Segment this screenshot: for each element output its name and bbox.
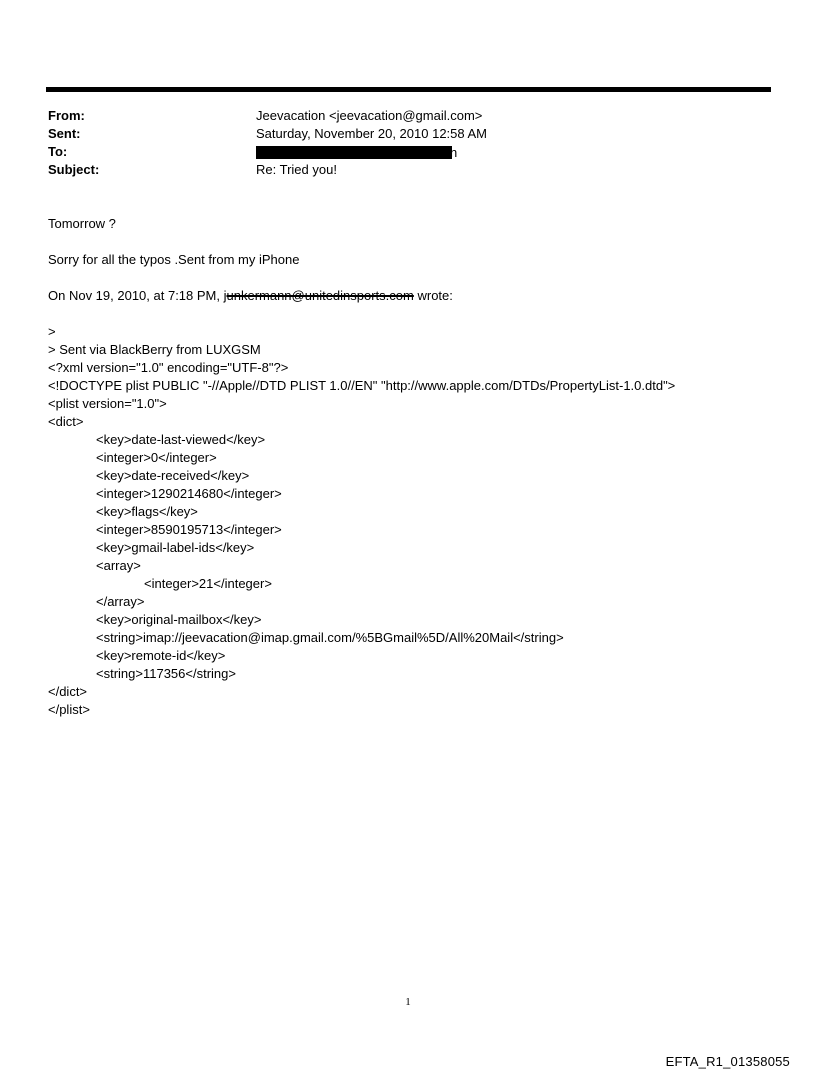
plist-line: <key>gmail-label-ids</key> [96, 540, 255, 555]
plist-xml-declaration: <?xml version="1.0" encoding="UTF-8"?> [48, 360, 289, 375]
plist-line: <array> [96, 558, 141, 573]
dict-close: </dict> [48, 684, 88, 699]
to-label: To: [48, 144, 68, 159]
quote-sent-via: > Sent via BlackBerry from LUXGSM [48, 342, 261, 357]
plist-line: <key>date-last-viewed</key> [96, 432, 266, 447]
plist-line: <string>117356</string> [96, 666, 236, 681]
quote-marker: > [48, 324, 56, 339]
from-value: Jeevacation <jeevacation@gmail.com> [256, 108, 483, 123]
quote-intro [48, 287, 453, 305]
plist-line: <integer>1290214680</integer> [96, 486, 282, 501]
subject-row [48, 161, 748, 179]
sent-row [48, 125, 748, 143]
plist-line: <key>original-mailbox</key> [96, 612, 262, 627]
plist-line: <string>imap://jeevacation@imap.gmail.com/%5BGmail%5D/All%20Mail</string> [96, 630, 564, 645]
plist-line: </array> [96, 594, 145, 609]
page-number: 1 [405, 996, 411, 1008]
sent-value: Saturday, November 20, 2010 12:58 AM [256, 126, 488, 141]
subject-label: Subject: [48, 162, 100, 177]
quote-intro-suffix: wrote: [413, 288, 453, 303]
plist-line: <integer>8590195713</integer> [96, 522, 282, 537]
plist-line: <key>flags</key> [96, 504, 198, 519]
plist-line: <key>remote-id</key> [96, 648, 226, 663]
struck-email-address: unkermann@unitedinsports.com [226, 288, 414, 303]
plist-line: <integer>0</integer> [96, 450, 217, 465]
plist-doctype: <!DOCTYPE plist PUBLIC "-//Apple//DTD PLIST 1.0//EN" "http://www.apple.com/DTDs/PropertyList-1.0.dtd"> [48, 378, 676, 393]
from-row [48, 107, 748, 125]
plist-line: <integer>21</integer> [144, 576, 272, 591]
body-line-tomorrow: Tomorrow ? [48, 216, 116, 231]
quote-intro-prefix: On Nov 19, 2010, at 7:18 PM, j [48, 288, 227, 303]
header-divider [46, 87, 771, 92]
dict-open: <dict> [48, 414, 84, 429]
plist-close: </plist> [48, 702, 90, 717]
bates-number: EFTA_R1_01358055 [665, 1054, 790, 1069]
to-value-tail: n [450, 145, 458, 160]
plist-open: <plist version="1.0"> [48, 396, 167, 411]
from-label: From: [48, 108, 85, 123]
plist-line: <key>date-received</key> [96, 468, 250, 483]
body-line-signature: Sorry for all the typos .Sent from my iPhone [48, 252, 300, 267]
subject-value: Re: Tried you! [256, 162, 337, 177]
redaction-block [256, 146, 452, 159]
sent-label: Sent: [48, 126, 81, 141]
